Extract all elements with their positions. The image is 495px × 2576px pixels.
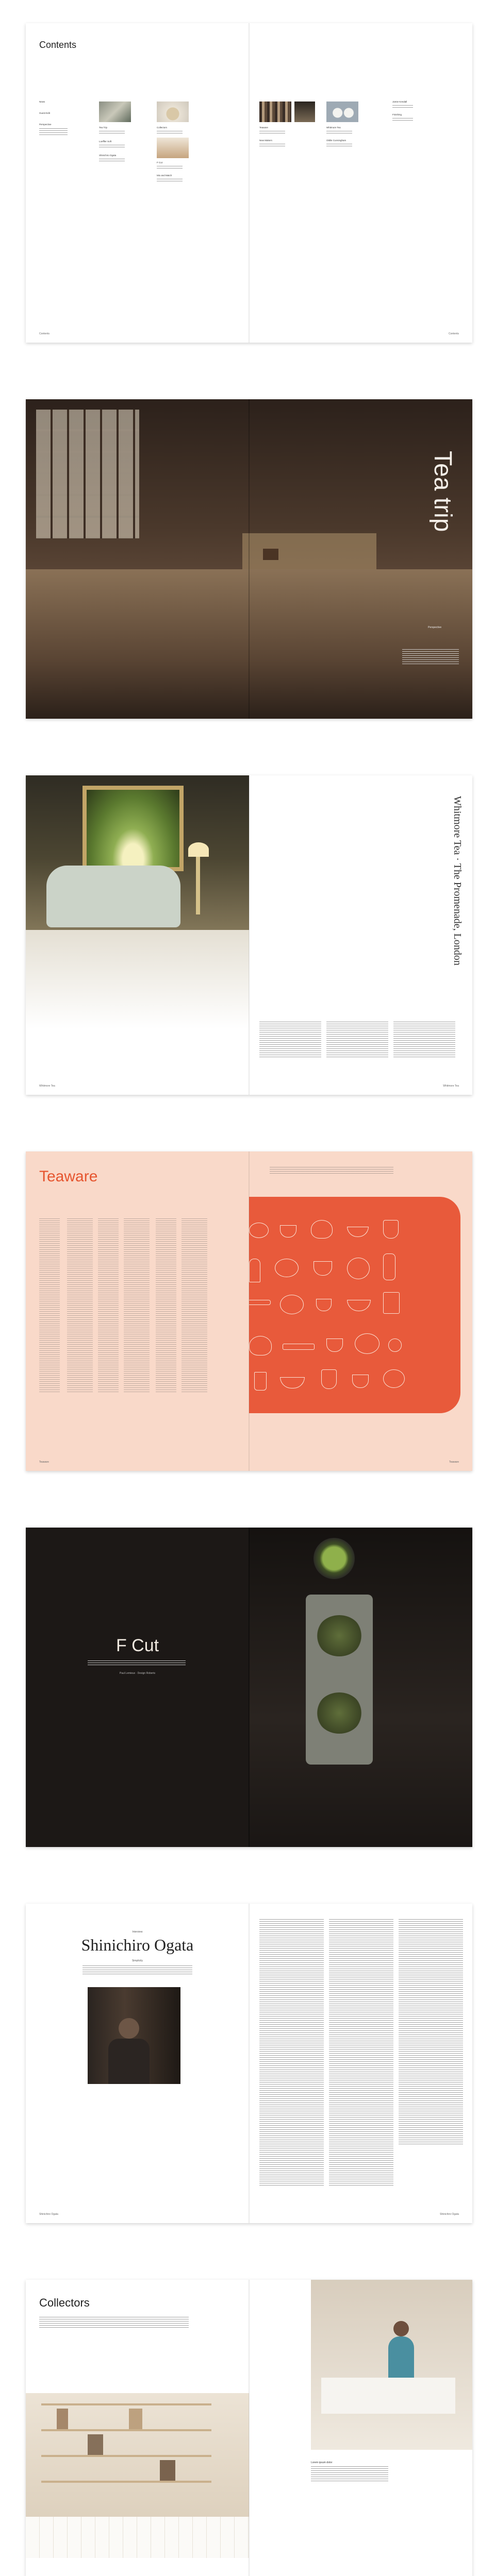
tray-icon bbox=[283, 1344, 315, 1350]
toc-column-2 bbox=[99, 126, 125, 163]
toc-item: Whitmore Tea bbox=[326, 126, 341, 129]
contents-right-page bbox=[249, 23, 472, 343]
contents-spread bbox=[26, 23, 472, 343]
ogata-kicker: Interview bbox=[132, 1930, 143, 1934]
jug-icon bbox=[321, 1369, 337, 1389]
whitmore-body-text-2 bbox=[326, 1022, 388, 1058]
fcut-credit: Paul Lemieux · Design Roberts bbox=[119, 1672, 156, 1675]
fcut-title: F Cut bbox=[116, 1636, 159, 1655]
teaware-title: Teaware bbox=[39, 1168, 98, 1185]
toc-thumb-tea bbox=[157, 101, 189, 122]
toc-thumb-teacups bbox=[326, 101, 358, 122]
tea-scoop-icon bbox=[249, 1300, 271, 1305]
tea-trip-intro: Perspective bbox=[428, 626, 442, 629]
toc-item: F Cut bbox=[157, 161, 163, 164]
fcut-spread bbox=[26, 1528, 472, 1847]
cup-icon bbox=[280, 1225, 296, 1238]
folio-right: Shinichiro Ogata bbox=[440, 2213, 459, 2216]
ogata-intro-text bbox=[82, 1965, 192, 1976]
bowl-icon bbox=[280, 1377, 305, 1388]
whitmore-body-text bbox=[259, 1022, 321, 1058]
teaware-right-page bbox=[249, 1151, 472, 1471]
pot-icon bbox=[347, 1258, 370, 1279]
ogata-body-col-3 bbox=[399, 1919, 463, 2146]
toc-thumb-shop bbox=[294, 101, 315, 122]
tea-trip-caption-block bbox=[402, 649, 459, 665]
ogata-body-col-1 bbox=[259, 1919, 324, 2187]
teapot-icon bbox=[383, 1369, 405, 1388]
toc-item: Jamie Kendall bbox=[392, 100, 407, 103]
whitmore-spread bbox=[26, 775, 472, 1095]
kettle-icon bbox=[311, 1220, 333, 1239]
folio-left: Contents bbox=[39, 332, 50, 335]
cup-icon bbox=[314, 1261, 332, 1276]
ogata-name: Shinichiro Ogata bbox=[81, 1936, 194, 1954]
fcut-left-page bbox=[26, 1528, 249, 1847]
ogata-portrait-photo bbox=[88, 1987, 180, 2084]
whitmore-body-text-3 bbox=[393, 1022, 455, 1058]
ogata-spread bbox=[26, 1904, 472, 2223]
fcut-intro-text bbox=[88, 1660, 186, 1667]
whitmore-right-page bbox=[249, 775, 472, 1095]
bowl-icon bbox=[347, 1227, 369, 1237]
tea-trip-title: Tea trip bbox=[429, 451, 456, 532]
teaware-spread bbox=[26, 1151, 472, 1471]
jug-icon bbox=[383, 1220, 399, 1239]
collectors-caption-text bbox=[311, 2466, 388, 2482]
toc-item: Loeffler Soft bbox=[99, 140, 112, 143]
toc-item: Finishing bbox=[392, 113, 402, 116]
shelves-photo bbox=[26, 2393, 249, 2558]
ogata-body-col-2 bbox=[329, 1919, 393, 2187]
teapot-icon bbox=[355, 1333, 380, 1354]
folio-left: Whitmore Tea bbox=[39, 1084, 55, 1088]
folio-right: Teaware bbox=[449, 1461, 459, 1464]
whitmore-left-page bbox=[26, 775, 249, 1095]
table-room-photo bbox=[311, 2280, 472, 2450]
toc-item: Perspective bbox=[39, 123, 52, 126]
toc-thumb-bowl bbox=[157, 138, 189, 158]
teapot-icon bbox=[275, 1259, 299, 1277]
kettle-icon bbox=[249, 1336, 272, 1355]
whisk-icon bbox=[249, 1259, 260, 1282]
toc-item: Mix and Match bbox=[157, 174, 172, 177]
toc-item: Ottilie Cunningham bbox=[326, 139, 346, 142]
toc-column-4 bbox=[259, 126, 285, 147]
ogata-subtitle: Simplicity bbox=[131, 1959, 143, 1962]
toc-column-1 bbox=[39, 100, 68, 135]
toc-column-5 bbox=[326, 126, 352, 147]
folio-left: Shinichiro Ogata bbox=[39, 2213, 58, 2216]
toc-item: Teaware bbox=[259, 126, 269, 129]
teapot-icon bbox=[249, 1223, 269, 1238]
toc-thumb-shelves bbox=[259, 101, 291, 122]
tea-trip-spread bbox=[26, 399, 472, 719]
cup-icon bbox=[326, 1338, 343, 1352]
toc-column-6 bbox=[392, 100, 413, 121]
teaware-illustration-plate bbox=[249, 1197, 460, 1413]
fcut-right-page bbox=[249, 1528, 472, 1847]
toc-item: Shinichiro Ogata bbox=[99, 154, 117, 157]
toc-item: Guest Edit bbox=[39, 112, 51, 114]
contents-left-page bbox=[26, 23, 249, 343]
bowl-icon bbox=[347, 1300, 371, 1311]
glass-icon bbox=[254, 1372, 267, 1391]
folio-right: Contents bbox=[448, 332, 459, 335]
collectors-spread bbox=[26, 2280, 472, 2576]
contents-title: Contents bbox=[39, 40, 77, 50]
bottle-icon bbox=[383, 1253, 395, 1280]
collectors-title: Collectors bbox=[39, 2296, 90, 2309]
toc-item: New Makers bbox=[259, 139, 273, 142]
cup-icon bbox=[352, 1375, 369, 1388]
folio-left: Teaware bbox=[39, 1461, 49, 1464]
collectors-intro-text bbox=[39, 2317, 189, 2329]
collectors-right-page bbox=[249, 2280, 472, 2576]
toc-column-3b bbox=[157, 161, 183, 182]
toc-item: Collectors bbox=[157, 126, 168, 129]
teaware-left-page bbox=[26, 1151, 249, 1471]
folio-right: Whitmore Tea bbox=[443, 1084, 459, 1088]
ogata-left-page bbox=[26, 1904, 249, 2223]
canister-icon bbox=[383, 1292, 400, 1314]
strainer-icon bbox=[388, 1338, 402, 1352]
matcha-bowl-photo bbox=[314, 1538, 355, 1579]
toc-thumb-cafe bbox=[99, 101, 131, 122]
teaware-intro-text bbox=[270, 1167, 393, 1175]
tea-salon-photo bbox=[26, 775, 249, 1054]
collectors-left-page bbox=[26, 2280, 249, 2576]
collectors-caption: Lorem ipsum dolor bbox=[311, 2461, 333, 2464]
cup-icon bbox=[316, 1299, 332, 1311]
toc-column-3 bbox=[157, 126, 183, 134]
ogata-right-page bbox=[249, 1904, 472, 2223]
whitmore-vertical-title: Whitmore Tea · The Promenade, London bbox=[452, 796, 463, 965]
teapot-icon bbox=[280, 1295, 304, 1314]
tea-tray-photo bbox=[306, 1595, 373, 1765]
toc-item: Tea Trip bbox=[99, 126, 108, 129]
toc-item: News bbox=[39, 100, 45, 103]
